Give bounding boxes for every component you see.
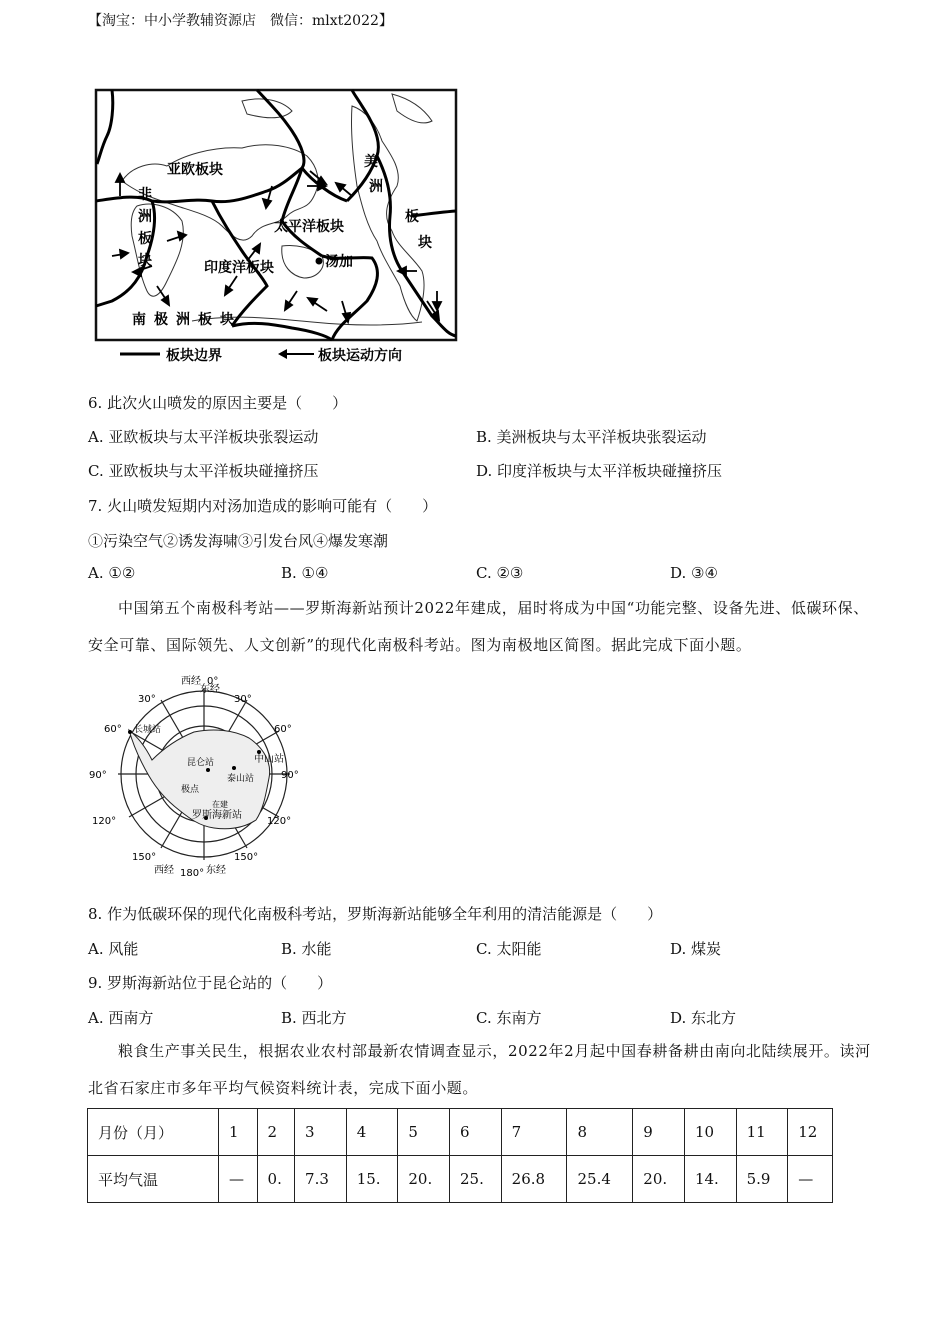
deg90-west: 90° [89, 770, 107, 781]
great-wall-station-label: 长城站 [134, 725, 162, 735]
q7-stem: 7. 火山喷发短期内对汤加造成的影响可能有（ ） [88, 497, 438, 515]
q7-option-d: D. ③④ [670, 564, 718, 582]
ross-sea-station-label: 罗斯海新站 [192, 810, 242, 821]
table-cell: — [788, 1156, 833, 1203]
table-cell: 8 [567, 1109, 633, 1156]
legend-motion-label: 板块运动方向 [318, 348, 402, 364]
american-plate-char-4: 块 [418, 235, 432, 251]
american-plate-char-3: 板 [405, 209, 419, 225]
table-cell: 2 [257, 1109, 295, 1156]
deg150-west: 150° [132, 852, 157, 863]
q6-option-b: B. 美洲板块与太平洋板块张裂运动 [476, 428, 707, 446]
kunlun-station-label: 昆仑站 [187, 758, 215, 768]
table-cell: 15. [346, 1156, 398, 1203]
deg60-west-top: 60° [104, 724, 122, 735]
table-cell: 月份（月） [88, 1109, 219, 1156]
table-cell: 7 [501, 1109, 567, 1156]
deg150-east: 150° [234, 852, 259, 863]
table-cell: 26.8 [501, 1156, 567, 1203]
table-cell: 平均气温 [88, 1156, 219, 1203]
passage-climate: 粮食生产事关民生，根据农业农村部最新农情调查显示，2022年2月起中国春耕备耕由南向北陆续展开。读河北省石家庄市多年平均气候资料统计表，完成下面小题。 [88, 1042, 871, 1097]
table-cell: 4 [346, 1109, 398, 1156]
american-plate-char-2: 洲 [369, 179, 383, 195]
eurasian-plate-label: 亚欧板块 [167, 162, 223, 178]
table-cell: 0. [257, 1156, 295, 1203]
q6-option-c: C. 亚欧板块与太平洋板块碰撞挤压 [88, 462, 319, 480]
table-cell: 14. [684, 1156, 736, 1203]
pacific-plate-label: 太平洋板块 [274, 219, 344, 235]
q6-option-d: D. 印度洋板块与太平洋板块碰撞挤压 [476, 462, 723, 480]
east-label-bottom: 东经 [206, 865, 226, 876]
table-cell: 9 [633, 1109, 685, 1156]
table-cell: 12 [788, 1109, 833, 1156]
under-construction-label: 在建 [212, 800, 228, 809]
african-plate-char-2: 洲 [138, 209, 152, 225]
tonga-label: 汤加 [325, 254, 353, 270]
table-cell: 10 [684, 1109, 736, 1156]
antarctic-plate-label: 南极洲板块 [132, 312, 242, 328]
q7-option-a: A. ①② [88, 564, 136, 582]
q8-option-c: C. 太阳能 [476, 940, 542, 958]
q9-option-c: C. 东南方 [476, 1009, 542, 1027]
q8-option-b: B. 水能 [281, 940, 332, 958]
table-row [88, 1109, 833, 1156]
q9-option-b: B. 西北方 [281, 1009, 347, 1027]
table-cell: 5.9 [736, 1156, 788, 1203]
table-cell: 7.3 [295, 1156, 347, 1203]
zero-degree-label: 0° [207, 676, 219, 687]
legend-boundary-label: 板块边界 [166, 348, 222, 364]
table-cell: 20. [633, 1156, 685, 1203]
q6-option-a: A. 亚欧板块与太平洋板块张裂运动 [88, 428, 319, 446]
deg120-east: 120° [267, 816, 292, 827]
table-cell: 6 [450, 1109, 502, 1156]
deg180-label: 180° [180, 868, 205, 879]
african-plate-char-1: 非 [138, 187, 152, 203]
taishan-station-label: 泰山站 [227, 774, 255, 784]
q9-option-d: D. 东北方 [670, 1009, 737, 1027]
table-cell: 1 [219, 1109, 258, 1156]
antarctic-map [84, 668, 314, 883]
deg90-east: 90° [281, 770, 299, 781]
deg30-east-top: 30° [234, 694, 252, 705]
african-plate-char-4: 块 [138, 253, 152, 269]
indian-plate-label: 印度洋板块 [204, 260, 274, 276]
page-header: 【淘宝：中小学教辅资源店 微信：mlxt2022】 [88, 13, 393, 29]
deg120-west: 120° [92, 816, 117, 827]
q8-option-a: A. 风能 [88, 940, 139, 958]
pole-label: 极点 [181, 785, 200, 795]
table-cell: 5 [398, 1109, 450, 1156]
african-plate-char-3: 板 [138, 231, 152, 247]
table-cell: 20. [398, 1156, 450, 1203]
q8-stem: 8. 作为低碳环保的现代化南极科考站，罗斯海新站能够全年利用的清洁能源是（ ） [88, 905, 663, 923]
plate-map [92, 86, 462, 371]
q9-option-a: A. 西南方 [88, 1009, 154, 1027]
q6-stem: 6. 此次火山喷发的原因主要是（ ） [88, 394, 348, 412]
west-label-bottom: 西经 [154, 865, 174, 876]
q8-option-d: D. 煤炭 [670, 940, 722, 958]
deg60-east-top: 60° [274, 724, 292, 735]
table-row [88, 1156, 833, 1203]
table-cell: 25. [450, 1156, 502, 1203]
q7-option-c: C. ②③ [476, 564, 524, 582]
deg30-west-top: 30° [138, 694, 156, 705]
table-cell: 11 [736, 1109, 788, 1156]
table-cell: 3 [295, 1109, 347, 1156]
q7-items: ①污染空气②诱发海啸③引发台风④爆发寒潮 [88, 532, 389, 550]
american-plate-char-1: 美 [364, 154, 378, 170]
table-cell: — [219, 1156, 258, 1203]
q9-stem: 9. 罗斯海新站位于昆仑站的（ ） [88, 974, 333, 992]
climate-table [87, 1108, 833, 1203]
west-label-top: 西经 [181, 676, 201, 687]
east-label-top: 东经 [200, 684, 220, 695]
zhongshan-station-label: 中山站 [254, 754, 284, 765]
q7-option-b: B. ①④ [281, 564, 329, 582]
table-cell: 25.4 [567, 1156, 633, 1203]
passage-antarctic: 中国第五个南极科考站——罗斯海新站预计2022年建成，届时将成为中国“功能完整、设备先进、低碳环保、安全可靠、国际领先、人文创新”的现代化南极科考站。图为南极地区简图。据此完成下面小题。 [88, 599, 869, 654]
